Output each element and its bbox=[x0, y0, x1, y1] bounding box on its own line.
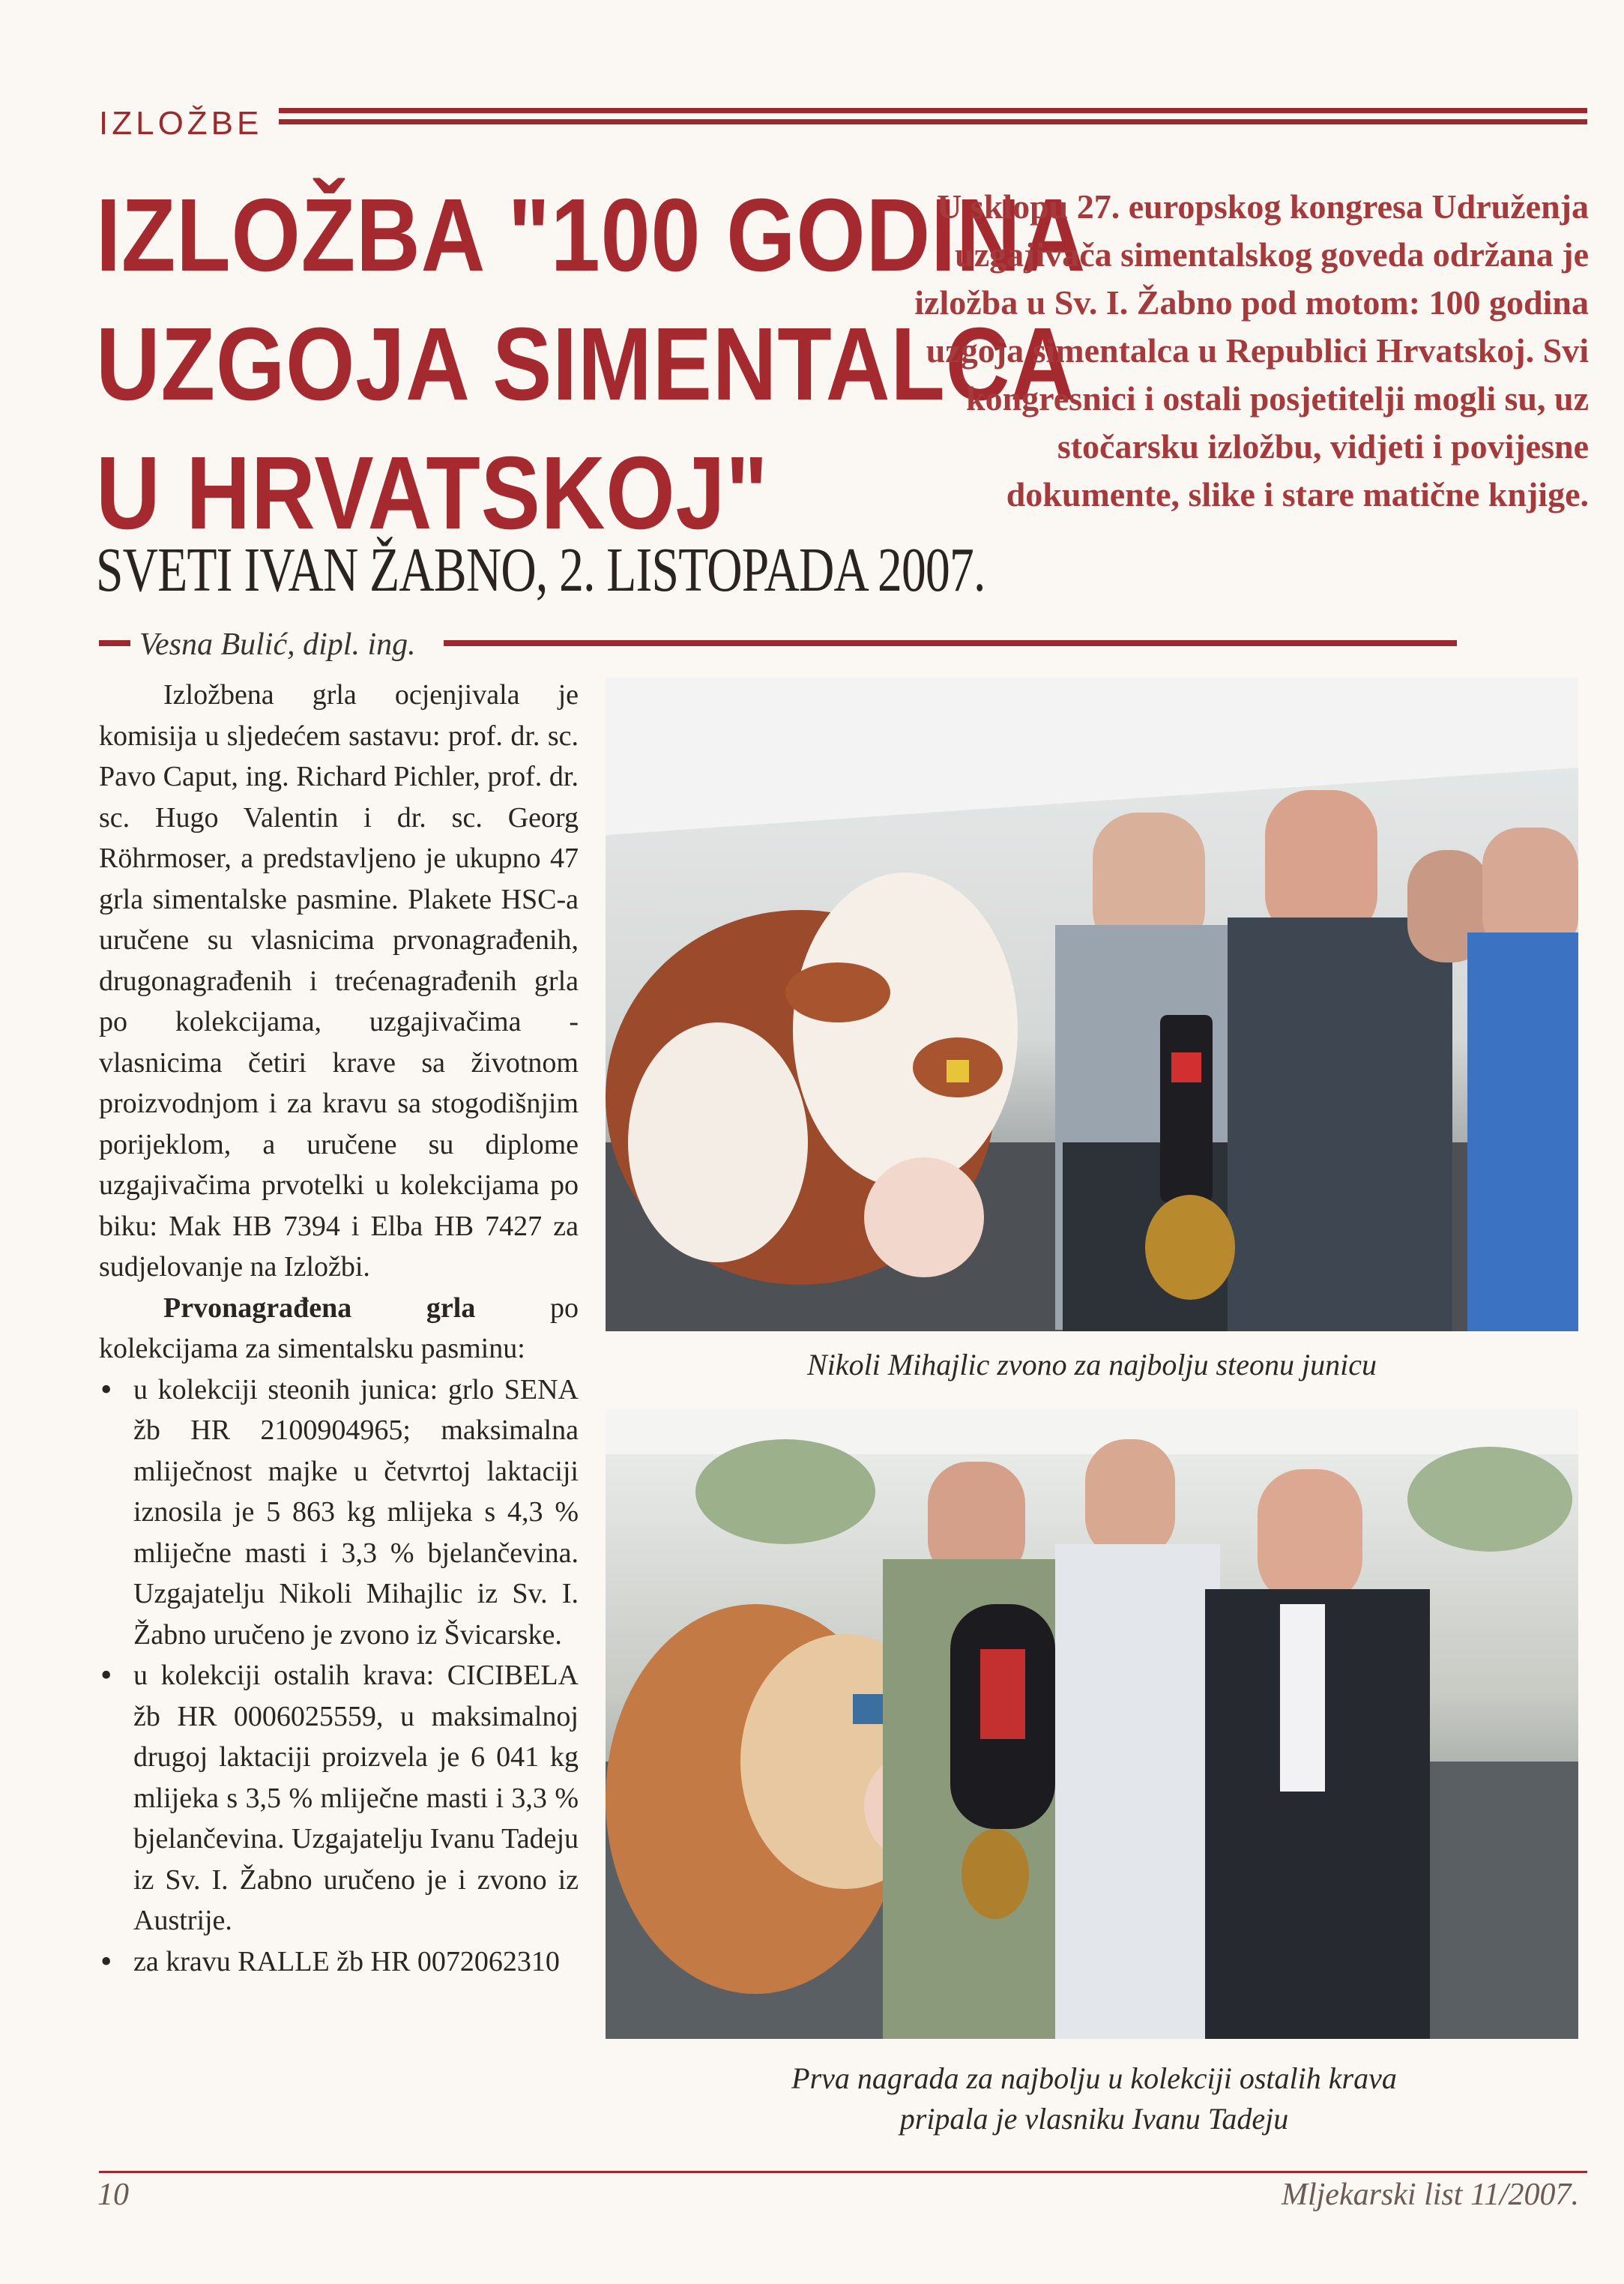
title-line-3: U HRVATSKOJ" bbox=[96, 436, 769, 551]
photo-2-image bbox=[606, 1409, 1578, 2039]
header-rule bbox=[279, 108, 1587, 124]
photo-1-image bbox=[606, 678, 1578, 1331]
article-subtitle: SVETI IVAN ŽABNO, 2. LISTOPADA 2007. bbox=[96, 535, 985, 605]
page-number: 10 bbox=[97, 2178, 129, 2212]
section-label: IZLOŽBE bbox=[99, 105, 263, 142]
photo-2 bbox=[606, 1409, 1578, 2039]
body-paragraph: Izložbena grla ocjenjivala je komisija u sljedećem sastavu: prof. dr. sc. Pavo Caput, ing. Richard Pichler, prof. dr. sc. Hugo Valentin i dr. sc. Georg Röhrmoser, a predstavljeno je ukupno 47 grla simentalske pasmine. Plakete HSC-a uručene su vlasnicima prvonagrađenih, drugonagrađenih i trećenagrađenih grla po kolekcijama, uzgajivačima - vlasnicima četiri krave sa životnom proizvodnjom i za kravu sa stogodišnjim porijeklom, a uručene su diplome uzgajivačima prvotelki u kolekcijama po biku: Mak HB 7394 i Elba HB 7427 za sudjelovanje na Izložbi. bbox=[99, 679, 579, 1283]
body-bold-lead: Prvonagrađena grla bbox=[163, 1292, 476, 1324]
publication-name: Mljekarski list 11/2007. bbox=[1281, 2178, 1579, 2212]
title-line-1: IZLOŽBA "100 GODINA bbox=[96, 178, 1087, 293]
body-paragraph bbox=[99, 1288, 579, 1370]
list-item: • za kravu RALLE žb HR 0072062310 bbox=[133, 1941, 579, 1983]
title-line-2: UZGOJA SIMENTALCA bbox=[96, 307, 1075, 422]
article-author: Vesna Bulić, dipl. ing. bbox=[139, 627, 416, 662]
photo-1-caption: Nikoli Mihajlic zvono za najbolju steonu junicu bbox=[807, 1348, 1377, 1381]
body-lead-rest: po kolekcijama za simentalsku pasminu: bbox=[99, 1292, 579, 1364]
award-list bbox=[99, 1370, 579, 1983]
article-title bbox=[96, 171, 1087, 558]
author-rule-right bbox=[444, 640, 1457, 646]
list-item: • u kolekciji steonih junica: grlo SENA žb HR 2100904965; maksimalna mliječnost majke u četvrtoj laktaciji iznosila je 5 863 kg mlijeka s 4,3 % mliječne masti i 3,3 % bjelančevina. Uzgajatelju Nikoli Mihajlic iz Sv. I. Žabno uručeno je zvono iz Švicarske. bbox=[133, 1370, 579, 1656]
author-rule-left bbox=[99, 640, 130, 646]
article-body bbox=[99, 675, 579, 1982]
photo-1 bbox=[606, 678, 1578, 1331]
list-item: • u kolekciji ostalih krava: CICIBELA žb HR 0006025559, u maksimalnoj drugoj laktaciji proizvela je 6 041 kg mlijeka s 3,5 % mliječne masti i 3,3 % bjelančevina. Uzgajatelju Ivanu Tadeju iz Sv. I. Žabno uručeno je i zvono iz Austrije. bbox=[133, 1655, 579, 1941]
photo-2-caption: Prva nagrada za najbolju u kolekciji ostalih krava pripala je vlasniku Ivanu Tadeju bbox=[791, 2061, 1397, 2136]
article-intro: U sklopu 27. europskog kongresa Udruženja uzgajivača simentalskog goveda održana je izložba u Sv. I. Žabno pod motom: 100 godina uzgoja simentalca u Republici Hrvatskoj. Svi kongresnici i ostali posjetitelji mogli su, uz stočarsku izložbu, vidjeti i povijesne dokumente, slike i stare matične knjige. bbox=[914, 187, 1589, 513]
footer-rule bbox=[99, 2171, 1587, 2173]
